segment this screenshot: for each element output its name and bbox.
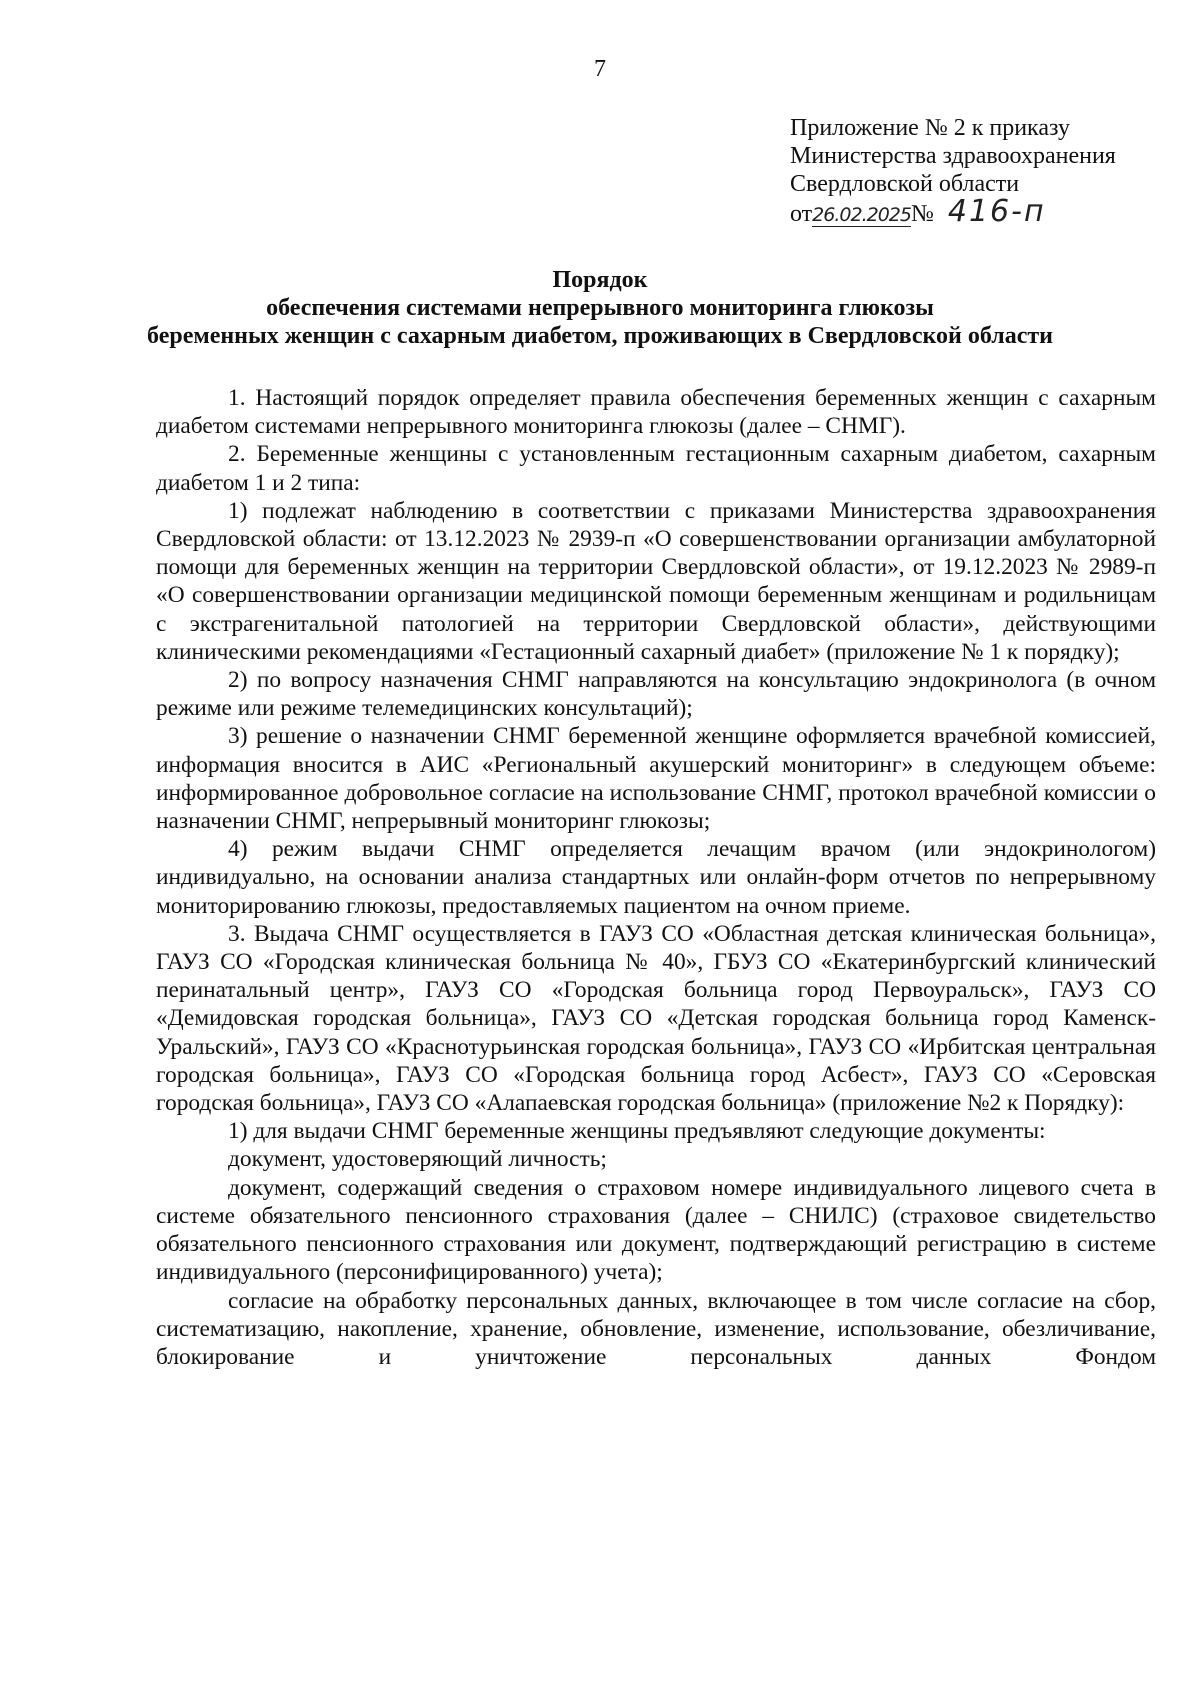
handwritten-order-number: 416-п (947, 194, 1046, 229)
title-line-2: обеспечения системами непрерывного мониторинга глюкозы (266, 295, 934, 321)
paragraph-2-item-3: 3) решение о назначении СНМГ беременной женщине оформляется врачебной комиссией, информация вносится в АИС «Региональный акушерский мониторинг» в следующем объеме: информированное добровольное согласие на использование СНМГ, протокол врачебной комиссии о назначении СНМГ, непрерывный мониторинг глюкозы; (156, 723, 1156, 835)
paragraph-2-item-4: 4) режим выдачи СНМГ определяется лечащим врачом (или эндокринологом) индивидуально, на основании анализа стандартных или онлайн-форм отчетов по непрерывному мониторированию глюкозы, предоставляемых пациентом на очном приеме. (156, 836, 1156, 919)
paragraph-1: 1. Настоящий порядок определяет правила обеспечения беременных женщин с сахарным диабетом системами непрерывного мониторинга глюкозы (далее – СНМГ). (156, 385, 1156, 440)
attachment-line-1: Приложение № 2 к приказу (790, 115, 1070, 141)
attachment-line-3: Свердловской области (790, 171, 1020, 197)
document-list-item-snils: документ, содержащий сведения о страховом номере индивидуального лицевого счета в системе обязательного пенсионного страхования (далее – СНИЛС) (страховое свидетельство обязательного пенсионного страхования или документ, подтверждающий регистрацию в системе индивидуального (персонифицированного) учета); (156, 1174, 1156, 1286)
date-prefix: от (790, 201, 813, 227)
document-list-item-consent: согласие на обработку персональных данных, включающее в том числе согласие на сбор, систематизацию, накопление, хранение, обновление, изменение, использование, обезличивание, блокирование и уничтожение персональных данных Фондом (156, 1287, 1156, 1370)
attachment-date-line (790, 194, 1190, 229)
paragraph-3: 3. Выдача СНМГ осуществляется в ГАУЗ СО «Областная детская клиническая больница», ГАУЗ СО «Городская клиническая больница № 40», ГБУЗ СО «Екатеринбургский клинический перинатальный центр», ГАУЗ СО «Городская больница город Первоуральск», ГАУЗ СО «Демидовская городская больница», ГАУЗ СО «Детская городская больница город Каменск-Уральский», ГАУЗ СО «Краснотурьинская городская больница», ГАУЗ СО «Ирбитская центральная городская больница», ГАУЗ СО «Городская больница город Асбест», ГАУЗ СО «Серовская городская больница», ГАУЗ СО «Алапаевская городская больница» (приложение №2 к Порядку): (156, 920, 1156, 1117)
paragraph-2-item-2: 2) по вопросу назначения СНМГ направляются на консультацию эндокринолога (в очном режиме или режиме телемедицинских консультаций); (156, 667, 1156, 722)
page-number: 7 (594, 56, 606, 82)
number-sign: № (910, 201, 934, 227)
attachment-line-2: Министерства здравоохранения (790, 143, 1116, 169)
document-body (156, 384, 1156, 1371)
title-line-1: Порядок (552, 267, 648, 293)
handwritten-date: 26.02.2025 (812, 204, 911, 226)
paragraph-2-item-1: 1) подлежат наблюдению в соответствии с приказами Министерства здравоохранения Свердловской области: от 13.12.2023 № 2939-п «О совершенствовании организации амбулаторной помощи для беременных женщин на территории Свердловской области», от 19.12.2023 № 2989-п «О совершенствовании организации медицинской помощи беременным женщинам и родильницам с экстрагенитальной патологией на территории Свердловской области», действующими клиническими рекомендациями «Гестационный сахарный диабет» (приложение № 1 к порядку); (156, 497, 1156, 665)
paragraph-3-item-1: 1) для выдачи СНМГ беременные женщины предъявляют следующие документы: (228, 1118, 1046, 1145)
document-list-item-passport: документ, удостоверяющий личность; (228, 1146, 607, 1173)
paragraph-2: 2. Беременные женщины с установленным гестационным сахарным диабетом, сахарным диабетом 1 и 2 типа: (156, 441, 1156, 496)
document-title (0, 266, 1200, 350)
attachment-header (790, 114, 1190, 229)
title-line-3: беременных женщин с сахарным диабетом, проживающих в Свердловской области (147, 323, 1053, 349)
